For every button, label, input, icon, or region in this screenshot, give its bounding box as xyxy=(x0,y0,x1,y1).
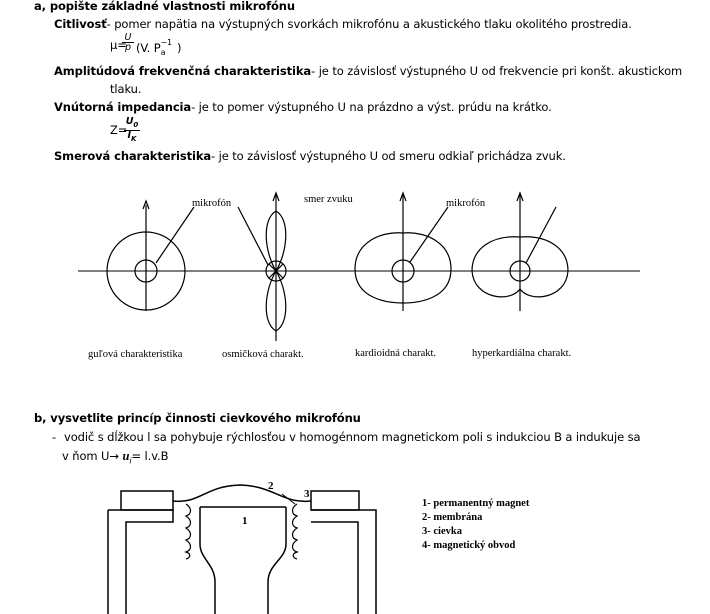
citlivost-line xyxy=(54,17,632,31)
smerova-text: - je to závislosť výstupného U od smeru odkiaľ prichádza zvuk. xyxy=(211,149,566,163)
citlivost-unit-sup: −1 xyxy=(160,38,173,47)
label-gulova: guľová charakteristika xyxy=(88,349,183,360)
impedancia-frac-num-sub: 0 xyxy=(133,120,139,129)
line2-var: u xyxy=(122,449,130,463)
citlivost-fraction xyxy=(122,33,134,52)
section-a-heading: a, popište základné vlastnosti mikrofónu xyxy=(34,0,295,13)
citlivost-frac-num: U xyxy=(122,33,134,43)
impedancia-frac-den-letter: I xyxy=(127,129,132,141)
citlivost-unit xyxy=(136,38,181,60)
left-pole-top xyxy=(121,491,173,510)
label-2: 2 xyxy=(268,480,274,492)
magnet-right xyxy=(268,507,286,614)
citlivost-formula-lhs: μ= xyxy=(110,38,127,52)
line2-prefix: v ňom U→ xyxy=(62,449,119,463)
amplitudova-term: Amplitúdová frekvenčná charakteristika xyxy=(54,64,312,78)
legend-item-4: 4- magnetický obvod xyxy=(422,540,516,551)
coil-left xyxy=(186,504,191,559)
line2-suffix: = l.v.B xyxy=(131,449,169,463)
membrane xyxy=(173,485,311,501)
right-yoke-outer xyxy=(311,510,376,614)
impedancia-frac-den xyxy=(124,131,140,144)
impedancia-frac-den-sub: K xyxy=(131,134,137,143)
directional-diagram xyxy=(0,165,710,405)
label-1: 1 xyxy=(242,515,248,527)
amplitudova-text: - je to závislosť výstupného U od frekvencie pri konšt. akustickom xyxy=(311,64,683,78)
label-mikrofon-left: mikrofón xyxy=(192,198,232,209)
impedancia-frac-num xyxy=(124,117,140,131)
dynamic-microphone-diagram xyxy=(0,464,710,614)
section-b-line1: vodič s dĺžkou l sa pohybuje rýchlosťou v homogénnom magnetickom poli s indukciou B a indukuje sa xyxy=(64,430,641,444)
citlivost-text: - pomer napätia na výstupných svorkách mikrofónu a akustického tlaku okolitého prostredia. xyxy=(106,17,632,31)
label-osmickova: osmičková charakt. xyxy=(222,349,304,360)
smerova-term: Smerová charakteristika xyxy=(54,149,212,163)
impedancia-text: - je to pomer výstupného U na prázdno a výst. prúdu na krátko. xyxy=(191,100,552,114)
label-3: 3 xyxy=(304,488,310,500)
amplitudova-line xyxy=(54,64,682,78)
impedancia-fraction xyxy=(124,117,140,144)
citlivost-term: Citlivosť xyxy=(54,17,107,31)
pointer-3 xyxy=(282,494,295,504)
label-kardioidna: kardioidná charakt. xyxy=(355,348,437,359)
right-pole-top xyxy=(311,491,359,510)
citlivost-unit-sub: a xyxy=(160,48,166,58)
smerova-line xyxy=(54,149,566,163)
section-b-bullet: - xyxy=(52,430,57,444)
magnet-left xyxy=(200,507,215,614)
section-b-heading: b, vysvetlite princíp činnosti cievkového mikrofónu xyxy=(34,411,361,425)
citlivost-frac-den: p xyxy=(124,42,132,53)
impedancia-formula-lhs: Z= xyxy=(110,123,128,137)
right-yoke-inner xyxy=(311,522,358,614)
left-yoke xyxy=(108,510,173,614)
line2-sub: i xyxy=(129,456,132,466)
label-hyperkardioidna: hyperkardiálna charakt. xyxy=(472,348,572,359)
legend-item-3: 3- cievka xyxy=(422,526,462,537)
amplitudova-line2: tlaku. xyxy=(110,82,142,96)
legend-item-2: 2- membrána xyxy=(422,512,483,523)
legend-item-1: 1- permanentný magnet xyxy=(422,498,530,509)
citlivost-unit-close: ) xyxy=(177,40,182,55)
coil-right xyxy=(293,504,298,559)
citlivost-unit-text: (V. P xyxy=(136,40,161,55)
label-smer-zvuku: smer zvuku xyxy=(304,194,353,205)
impedancia-term: Vnútorná impedancia xyxy=(54,100,192,114)
impedancia-frac-num-letter: U xyxy=(125,116,134,127)
impedancia-line xyxy=(54,100,552,114)
magnetic-circuit xyxy=(108,485,376,614)
label-mikrofon-right: mikrofón xyxy=(446,198,486,209)
